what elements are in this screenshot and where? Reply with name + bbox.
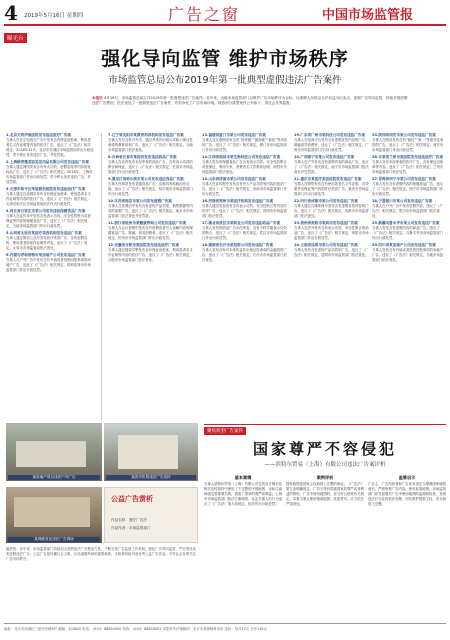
case-item: [108, 177, 194, 197]
case-title: 24.云南省昆明市某公司发布违法广告案: [294, 243, 358, 247]
case-body: 当事人发布含有对未来收益作出保证性承诺的金融投资广告，违反了《广告法》相关规定，长沙市市场监管部门依法查处。: [202, 248, 287, 262]
photo-street: [6, 487, 102, 543]
case-title: 18.湖南省长沙市某投资公司发布违法广告案: [202, 243, 274, 247]
case-body: 当事人通过自设网站发布含有保证治愈率、使用患者名义作证明等内容的医疗广告，违反了《广告法》相关规定。天津市和平区市场监管局依法作出行政处罚。: [6, 192, 91, 206]
case-body: 当事人在店内发布未经审查的药品广告，含有表示功效的断言和保证，违反了《广告法》相关规定，长春市市场监管部门作出行政处罚。: [108, 160, 193, 174]
case-item: [294, 133, 370, 153]
case-title: 15.山东省济南市某公司发布违法广告案: [202, 177, 266, 181]
case-title: 4.河北省石家庄市某公司发布违法保健食品广告案: [6, 209, 86, 213]
case-body: 当事人在店外发布含有表示功效、安全性断言的药品广告，违反了《广告法》相关规定，贵阳市市场监管部门作出行政处罚。: [294, 226, 369, 240]
article-column-3: [202, 133, 290, 423]
subheadline: 市场监管总局公布2019年第一批典型虚假违法广告案件: [108, 75, 342, 86]
case-title: 13.福建省厦门市某公司发布违法广告案: [202, 133, 266, 137]
case-item: [294, 155, 370, 175]
poster-line: 作品作者：市场监管部门: [111, 526, 151, 530]
case-title: 21.重庆市某医疗美容医院发布违法广告案: [294, 177, 362, 181]
case-body: 当事人通过自媒体账号发布含有虚假宣传内容的广告，违反了《广告法》相关规定，成都市市场监管部门依法查处。: [294, 204, 369, 218]
case-item: [202, 199, 290, 219]
case-body: 当事人在北京电视台广告中发布含有保证治愈率、利用患者名义作证明等内容的医疗广告，违反了《广告法》相关规定。2018年11月，北京市东城区市场监管局作出行政处罚，责令停止发布违法广告，并处罚款。: [6, 138, 94, 157]
case-item: [294, 177, 370, 197]
case-item: [294, 221, 370, 241]
case-item: [6, 133, 94, 158]
case-item: [108, 243, 194, 263]
issue-date: 2019年5月16日 星期四: [24, 13, 84, 19]
case-item: [108, 221, 194, 241]
commentary-subheadline: ——滨特尔贸易（上海）有限公司违法广告案评析: [264, 462, 386, 468]
case-item: [202, 133, 290, 153]
case-item: [294, 243, 370, 258]
photo-building: [104, 423, 198, 481]
case-item: [6, 187, 94, 207]
section-body: 当事人滨特尔贸易（上海）有限公司在其官方网站及相关宣传资料中使用了不完整的中国地图，未标注南海诸岛等重要岛屿，损害了国家的尊严和利益。上海市市场监管部门依法立案调查，认定当事人的行为违反了《广告法》第九条规定，依法作出行政处罚。: [204, 482, 282, 506]
case-commentary: [204, 424, 446, 621]
case-body: 当事人发布含有对升学、通过考试作出明示或暗示保证性承诺的教育培训广告，违反了《广告法》相关规定，当地市场监管部门依法查处。: [108, 138, 193, 152]
case-title: 22.四川省成都市某公司发布违法广告案: [294, 199, 358, 203]
case-item: [202, 243, 290, 263]
commentary-kicker: 聚焦典型广告案件: [204, 427, 246, 435]
case-body: 当事人发布的保健食品广告含有表示功效、安全性的断言或者保证，利用专家、消费者名义作推荐证明，南昌市市场监管部门依法查处。: [202, 160, 287, 174]
case-title: 2.上海欧莱雅美容美发用品有限公司发布违法广告案: [6, 160, 89, 164]
case-body: 当事人在宣传册中发布含有夸大产品功效等内容的违法广告，违反了《广告法》相关规定，济南市市场监管部门作出行政处罚。: [202, 182, 287, 196]
case-title: 30.四川省某房地产公司发布违法广告案: [372, 243, 436, 247]
case-item: [108, 155, 194, 175]
column-tag: 曝光台: [4, 33, 27, 43]
case-item: [372, 177, 446, 197]
case-title: 7.辽宁省沈阳市某教育培训机构发布违法广告案: [108, 133, 184, 137]
case-title: 1.北京天利伊泉医院发布违法医疗广告案: [6, 133, 71, 137]
section-title: 广告之窗: [168, 5, 241, 24]
case-body: 当事人通过微信公众号发布医疗美容广告，含有虚假宣传、使用患者形象作证明等内容，违反了《广告法》规定，太原市市场监管局依法查处。: [6, 236, 88, 250]
photo-block: [6, 423, 198, 543]
paper-name: 中国市场监管报: [322, 8, 414, 23]
case-item: [372, 155, 446, 175]
case-body: 当事人在网络发布含有使用患者名义作证明、对效果作出保证等内容的医疗美容广告，重庆市市场监管部门作出行政处罚。: [294, 182, 369, 196]
case-title: 11.浙江省杭州市某健康咨询公司发布违法广告案: [108, 221, 187, 225]
photo-caption: 某保健食品违法广告现场: [8, 537, 100, 542]
column-divider: [101, 133, 102, 421]
case-item: [372, 243, 446, 263]
case-title: 6.内蒙古呼和浩特市某房地产公司发布违法广告案: [6, 253, 86, 257]
case-body: 当事人发布含有虚构产品功效的广告，违反了《广告法》相关规定，昆明市市场监管部门依法查处。: [294, 248, 369, 257]
case-body: 当事人通过电视发布含有表示功效、安全性断言等内容的医疗广告，违反了《广告法》相关规定，郑州市市场监管部门依法处罚。: [202, 204, 287, 218]
case-body: 当事人在户外发布含有虚假内容的商品广告，违反了《广告法》相关规定，南宁市市场监管部门依法查处并处罚款。: [294, 160, 369, 174]
case-body: 当事人发布含有虚假内容的保健食品广告，违反了《广告法》相关规定，西宁市市场监管部门作出行政处罚。: [372, 182, 444, 196]
case-item: [202, 177, 290, 197]
lead-text: 4月16日，市场监管总局召开2019年第一批典型违法广告案件。近年来，各级市场监管部门以维护广告市场秩序为目标，以保障人民群众合法权益为出发点，加强广告导向监管，持续开展虚假违法广告整治，依法查处了一批典型违法广告案件，有效净化了广告市场环境。现将部分典型案件公布如下，供社会各界监督。: [92, 96, 408, 106]
public-service-poster: [104, 487, 198, 543]
case-body: 当事人在会议营销中发布含有虚假或者引人误解内容的保健食品广告，欺骗、误导消费者，违反了《广告法》相关规定，杭州市市场监管部门作出行政处罚。: [108, 226, 193, 240]
case-title: 29.新疆乌鲁木齐市某公司发布违法广告案: [372, 221, 440, 225]
article-column-2: [108, 133, 194, 423]
case-body: 当事人通过网络发布含有夸大功效、虚假宣传等内容的化妆品广告，违反了《广告法》相关规定。2018年，上海市市场监管部门作出行政处罚，责令停止发布违法广告，并处罚款。: [6, 165, 93, 184]
case-title: 9.黑龙江省哈尔滨市某公司发布违法食品广告案: [108, 177, 184, 181]
commentary-column: [368, 473, 446, 621]
case-item: [202, 221, 290, 241]
case-item: [294, 199, 370, 219]
photo-billboard: [6, 423, 102, 481]
case-title: 17.湖北省武汉市某药业公司发布违法药品广告案: [202, 221, 281, 225]
case-body: 当事人在电商平台发布含有虚假宣传内容的广告，欺骗误导消费者，违反了《广告法》相关规定，广州市市场监管部门作出行政处罚。: [294, 138, 369, 152]
case-item: [6, 209, 94, 229]
case-body: 当事人在户外广告中发布虚假内容，违反了《广告法》相关规定，银川市市场监管部门依法查处。: [372, 204, 444, 218]
photo-caption: 某房地产项目违法户外广告: [8, 475, 100, 480]
headline: 强化导向监管 维护市场秩序: [101, 48, 349, 70]
case-item: [6, 160, 94, 185]
case-body: 当事人发布未经审查的医疗广告，含有保证治愈率等内容，违反了《广告法》相关规定，兰州市市场监管部门依法处罚。: [372, 160, 444, 174]
case-body: 当事人在其网店中发布含有虚构产品效果、销售数据等内容的虚假广告，违反了《广告法》相关规定，南京市市场监管部门依法查处并处罚款。: [108, 204, 193, 218]
poster-title: 公益广告赏析: [111, 495, 153, 503]
section-heading: 监管启示: [398, 475, 416, 480]
case-body: 当事人通过搜索引擎发布含有保证治愈率、利用患者名义作证明等内容的医疗广告，违反了《广告法》相关规定，合肥市市场监管部门依法查处。: [108, 248, 193, 262]
commentary-headline: 国家尊严不容侵犯: [252, 440, 397, 458]
editor-note: 编者按：近年来，市场监管部门持续加大虚假违法广告整治力度，不断完善广告监管工作机制，强化广告导向监管，严厉查处各类虚假违法广告。公益广告是传播社会文明、弘扬道德风尚的重要载体，本报将持续刊登优秀公益广告作品，引导社会各界关注广告市场秩序。: [6, 547, 196, 561]
case-title: 5.山西省太原市某医疗美容机构发布违法广告案: [6, 231, 82, 235]
case-title: 19.广东省广州市某科技公司发布违法广告案: [294, 133, 366, 137]
page-number: 4: [4, 1, 18, 25]
lead-paragraph: [92, 96, 410, 132]
case-body: 当事人发布的药品广告未经审查，含有不科学地表示功效的断言，违反了《广告法》相关规定，武汉市市场监管部门作出行政处罚。: [202, 226, 287, 240]
case-body: 当事人发布含有升值或者投资回报承诺的房地产广告，违反了《广告法》相关规定，当地市场监管部门依法查处。: [372, 248, 444, 262]
header-rule: [4, 24, 446, 26]
photo-caption: 某医疗机构违法广告宣传: [106, 475, 196, 480]
article-column-5: [372, 133, 446, 423]
case-title: 3.天津市和平区华谊眼科医院发布违法医疗广告案: [6, 187, 86, 191]
case-title: 26.甘肃省兰州市某医院发布违法医疗广告案: [372, 155, 444, 159]
case-title: 12.安徽省合肥市某医院发布违法医疗广告案: [108, 243, 180, 247]
section-body: 广告主、广告经营者和广告发布者应当增强国家版图意识，严格审核广告内容，使用标准地图。市场监管部门应当加强对广告中使用地图的监测和检查，发现违法行为及时依法处理，切实维护国家主权、安全和领土完整。: [368, 482, 446, 506]
section-heading: 基本案情: [234, 475, 252, 480]
case-item: [372, 199, 446, 219]
case-title: 28.宁夏银川市某公司发布违法广告案: [372, 199, 433, 203]
case-title: 10.江苏省南京市某公司发布虚假广告案: [108, 199, 172, 203]
case-title: 8.吉林省长春市某药店发布违法药品广告案: [108, 155, 177, 159]
case-title: 14.江西省南昌市某生物科技公司发布违法广告案: [202, 155, 281, 159]
case-item: [108, 133, 194, 153]
case-title: 16.河南省郑州市某医疗机构发布违法广告案: [202, 199, 274, 203]
case-body: 当事人发布含有虚假内容的商品广告，违反了《广告法》相关规定，乌鲁木齐市市场监管部门作出行政处罚。: [372, 226, 444, 240]
case-title: 20.广西南宁市某公司发布违法广告案: [294, 155, 355, 159]
masthead: [0, 0, 450, 28]
case-title: 25.陕西省西安市某公司发布违法广告案: [372, 133, 436, 137]
article-column-4: [294, 133, 370, 423]
lead-label: 本报讯: [92, 96, 103, 100]
commentary-column: [286, 473, 364, 621]
commentary-column: [204, 473, 282, 621]
page-footer: 地址：北京市西城区三里河东路8号 邮编：100820 电话：（010）88650000 传真：（010）88650001 本报常年法律顾问：北京市某律师事务所 定价：每月12元 全年144元: [4, 623, 446, 631]
article-column-1: [6, 133, 94, 423]
poster-line: 作品名称：遵守广告法: [111, 518, 147, 522]
section-body: 国家版图是国家主权和领土完整的象征。《广告法》第九条明确规定，广告不得有损害国家的尊严或者利益的情形。广告中使用地图的，应当符合国家有关规定。本案当事人使用错误地图，性质恶劣，应当依法严肃查处。: [286, 482, 364, 506]
case-body: 当事人在户外广告中发布含有升值或者投资回报承诺的房地产广告，违反了《广告法》相关规定，呼和浩特市市场监管部门作出行政处罚。: [6, 258, 91, 272]
case-title: 27.青海省西宁市某公司发布违法广告案: [372, 177, 436, 181]
case-body: 当事人在互联网发布含有“国家级”“最高级”“最佳”等用语的广告，违反了《广告法》相关规定，厦门市市场监管部门作出行政处罚。: [202, 138, 288, 152]
case-body: 当事人在宣传单中发布含有表示功效、安全性的断言或者保证等内容的保健食品广告，违反了《广告法》相关规定，当地市场监管部门作出行政处罚。: [6, 214, 91, 228]
case-title: 23.贵州省贵阳市某药店发布违法广告案: [294, 221, 358, 225]
case-body: 当事人在网站发布普通食品广告，宣称具有疾病治疗功能，违反了《广告法》相关规定，哈尔滨市市场监管部门作出行政处罚。: [108, 182, 193, 196]
case-item: [6, 231, 94, 251]
case-item: [108, 199, 194, 219]
case-item: [372, 221, 446, 241]
case-item: [372, 133, 446, 153]
case-item: [202, 155, 290, 175]
case-item: [6, 253, 94, 273]
section-heading: 案例评析: [316, 475, 334, 480]
case-body: 当事人在网站发布含有“最佳”“第一”等绝对化用语的广告，违反了《广告法》相关规定，西安市市场监管部门作出行政处罚。: [372, 138, 444, 152]
